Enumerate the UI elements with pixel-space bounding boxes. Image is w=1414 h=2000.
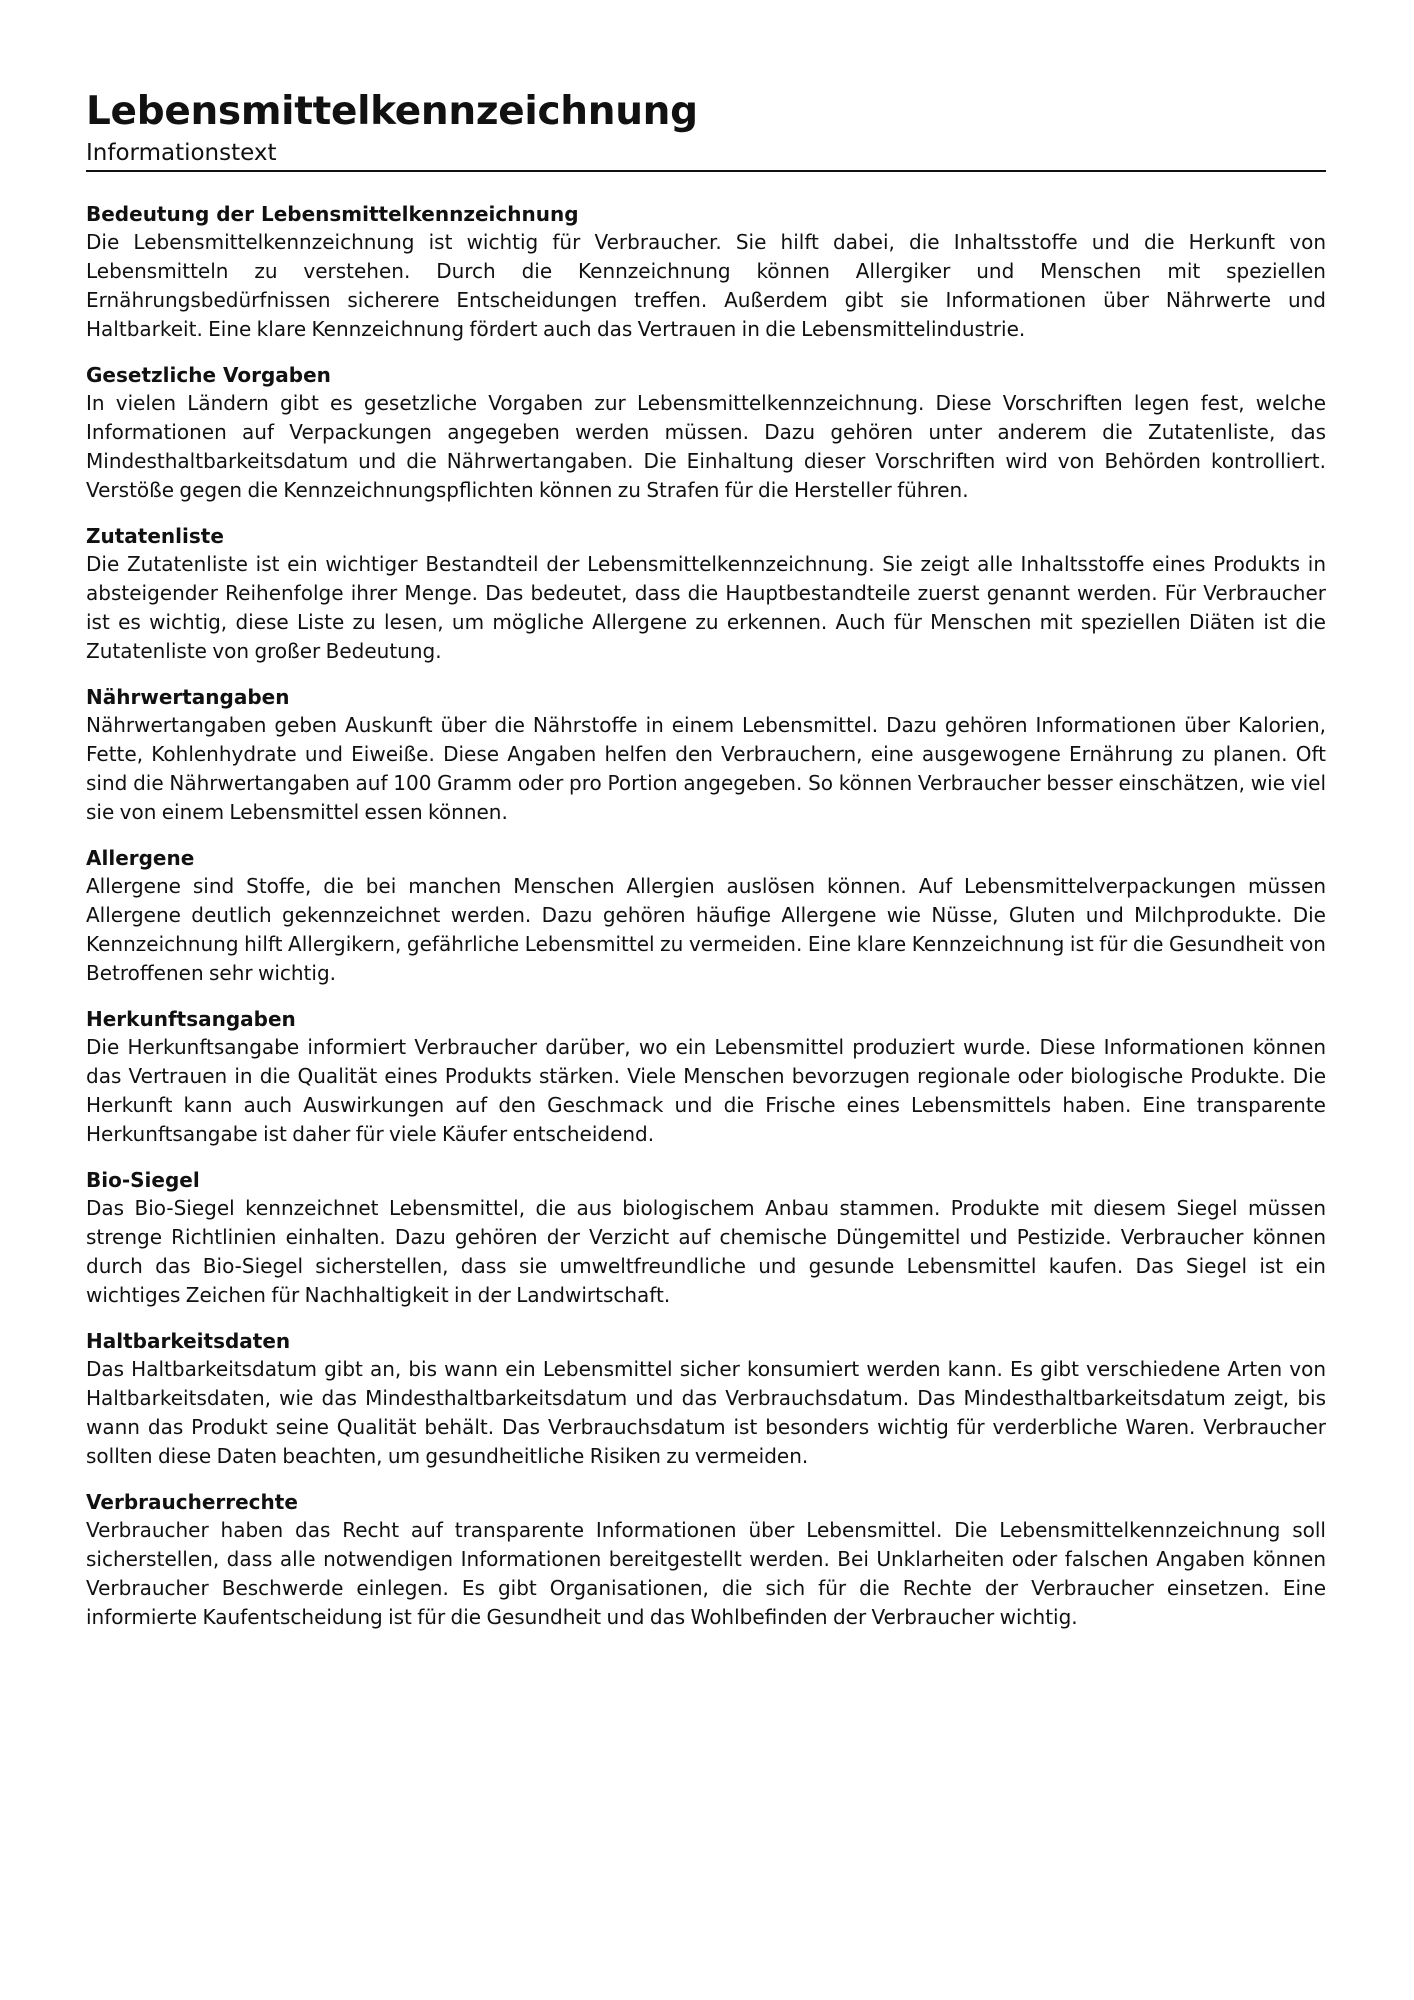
section-herkunftsangaben <box>86 1005 1326 1149</box>
section-heading: Bedeutung der Lebensmittelkennzeichnung <box>86 202 579 226</box>
section-heading: Herkunftsangaben <box>86 1007 296 1031</box>
section-verbraucherrechte <box>86 1488 1326 1632</box>
page-subtitle: Informationstext <box>86 138 1326 172</box>
section-body: Die Zutatenliste ist ein wichtiger Bestandteil der Lebensmittelkennzeichnung. Sie zeigt alle Inhaltsstoffe eines Produkts in absteigender Reihenfolge ihrer Menge. Das bedeutet, dass die Hauptbestandteile zuerst genannt werden. Für Verbraucher ist es wichtig, diese Liste zu lesen, um mögliche Allergene zu erkennen. Auch für Menschen mit speziellen Diäten ist die Zutatenliste von großer Bedeutung. <box>86 552 1326 663</box>
section-heading: Nährwertangaben <box>86 685 290 709</box>
section-body: Das Haltbarkeitsdatum gibt an, bis wann ein Lebensmittel sicher konsumiert werden kann. Es gibt verschiedene Arten von Haltbarkeitsdaten, wie das Mindesthaltbarkeitsdatum und das Verbrauchsdatum. Das Mindesthaltbarkeitsdatum zeigt, bis wann das Produkt seine Qualität behält. Das Verbrauchsdatum ist besonders wichtig für verderbliche Waren. Verbraucher sollten diese Daten beachten, um gesundheitliche Risiken zu vermeiden. <box>86 1357 1326 1468</box>
section-heading: Verbraucherrechte <box>86 1490 298 1514</box>
section-heading: Zutatenliste <box>86 524 224 548</box>
section-body: Nährwertangaben geben Auskunft über die Nährstoffe in einem Lebensmittel. Dazu gehören Informationen über Kalorien, Fette, Kohlenhydrate und Eiweiße. Diese Angaben helfen den Verbrauchern, eine ausgewogene Ernährung zu planen. Oft sind die Nährwertangaben auf 100 Gramm oder pro Portion angegeben. So können Verbraucher besser einschätzen, wie viel sie von einem Lebensmittel essen können. <box>86 713 1326 824</box>
section-bio-siegel <box>86 1166 1326 1310</box>
sections-container <box>86 200 1326 1632</box>
section-body: Das Bio-Siegel kennzeichnet Lebensmittel, die aus biologischem Anbau stammen. Produkte mit diesem Siegel müssen strenge Richtlinien einhalten. Dazu gehören der Verzicht auf chemische Düngemittel und Pestizide. Verbraucher können durch das Bio-Siegel sicherstellen, dass sie umweltfreundliche und gesunde Lebensmittel kaufen. Das Siegel ist ein wichtiges Zeichen für Nachhaltigkeit in der Landwirtschaft. <box>86 1196 1326 1307</box>
section-body: In vielen Ländern gibt es gesetzliche Vorgaben zur Lebensmittelkennzeichnung. Diese Vorschriften legen fest, welche Informationen auf Verpackungen angegeben werden müssen. Dazu gehören unter anderem die Zutatenliste, das Mindesthaltbarkeitsdatum und die Nährwertangaben. Die Einhaltung dieser Vorschriften wird von Behörden kontrolliert. Verstöße gegen die Kennzeichnungspflichten können zu Strafen für die Hersteller führen. <box>86 391 1326 502</box>
section-zutatenliste <box>86 522 1326 666</box>
section-body: Die Herkunftsangabe informiert Verbraucher darüber, wo ein Lebensmittel produziert wurde. Diese Informationen können das Vertrauen in die Qualität eines Produkts stärken. Viele Menschen bevorzugen regionale oder biologische Produkte. Die Herkunft kann auch Auswirkungen auf den Geschmack und die Frische eines Lebensmittels haben. Eine transparente Herkunftsangabe ist daher für viele Käufer entscheidend. <box>86 1035 1326 1146</box>
document-page <box>86 86 1326 1649</box>
section-heading: Allergene <box>86 846 195 870</box>
page-title: Lebensmittelkennzeichnung <box>86 89 698 134</box>
section-naehrwertangaben <box>86 683 1326 827</box>
section-haltbarkeitsdaten <box>86 1327 1326 1471</box>
section-heading: Gesetzliche Vorgaben <box>86 363 331 387</box>
section-heading: Bio-Siegel <box>86 1168 200 1192</box>
section-heading: Haltbarkeitsdaten <box>86 1329 291 1353</box>
section-body: Die Lebensmittelkennzeichnung ist wichtig für Verbraucher. Sie hilft dabei, die Inhaltsstoffe und die Herkunft von Lebensmitteln zu verstehen. Durch die Kennzeichnung können Allergiker und Menschen mit speziellen Ernährungsbedürfnissen sicherere Entscheidungen treffen. Außerdem gibt sie Informationen über Nährwerte und Haltbarkeit. Eine klare Kennzeichnung fördert auch das Vertrauen in die Lebensmittelindustrie. <box>86 230 1326 341</box>
section-body: Allergene sind Stoffe, die bei manchen Menschen Allergien auslösen können. Auf Lebensmittelverpackungen müssen Allergene deutlich gekennzeichnet werden. Dazu gehören häufige Allergene wie Nüsse, Gluten und Milchprodukte. Die Kennzeichnung hilft Allergikern, gefährliche Lebensmittel zu vermeiden. Eine klare Kennzeichnung ist für die Gesundheit von Betroffenen sehr wichtig. <box>86 874 1326 985</box>
section-bedeutung <box>86 200 1326 344</box>
section-body: Verbraucher haben das Recht auf transparente Informationen über Lebensmittel. Die Lebensmittelkennzeichnung soll sicherstellen, dass alle notwendigen Informationen bereitgestellt werden. Bei Unklarheiten oder falschen Angaben können Verbraucher Beschwerde einlegen. Es gibt Organisationen, die sich für die Rechte der Verbraucher einsetzen. Eine informierte Kaufentscheidung ist für die Gesundheit und das Wohlbefinden der Verbraucher wichtig. <box>86 1518 1326 1629</box>
section-gesetzliche-vorgaben <box>86 361 1326 505</box>
section-allergene <box>86 844 1326 988</box>
